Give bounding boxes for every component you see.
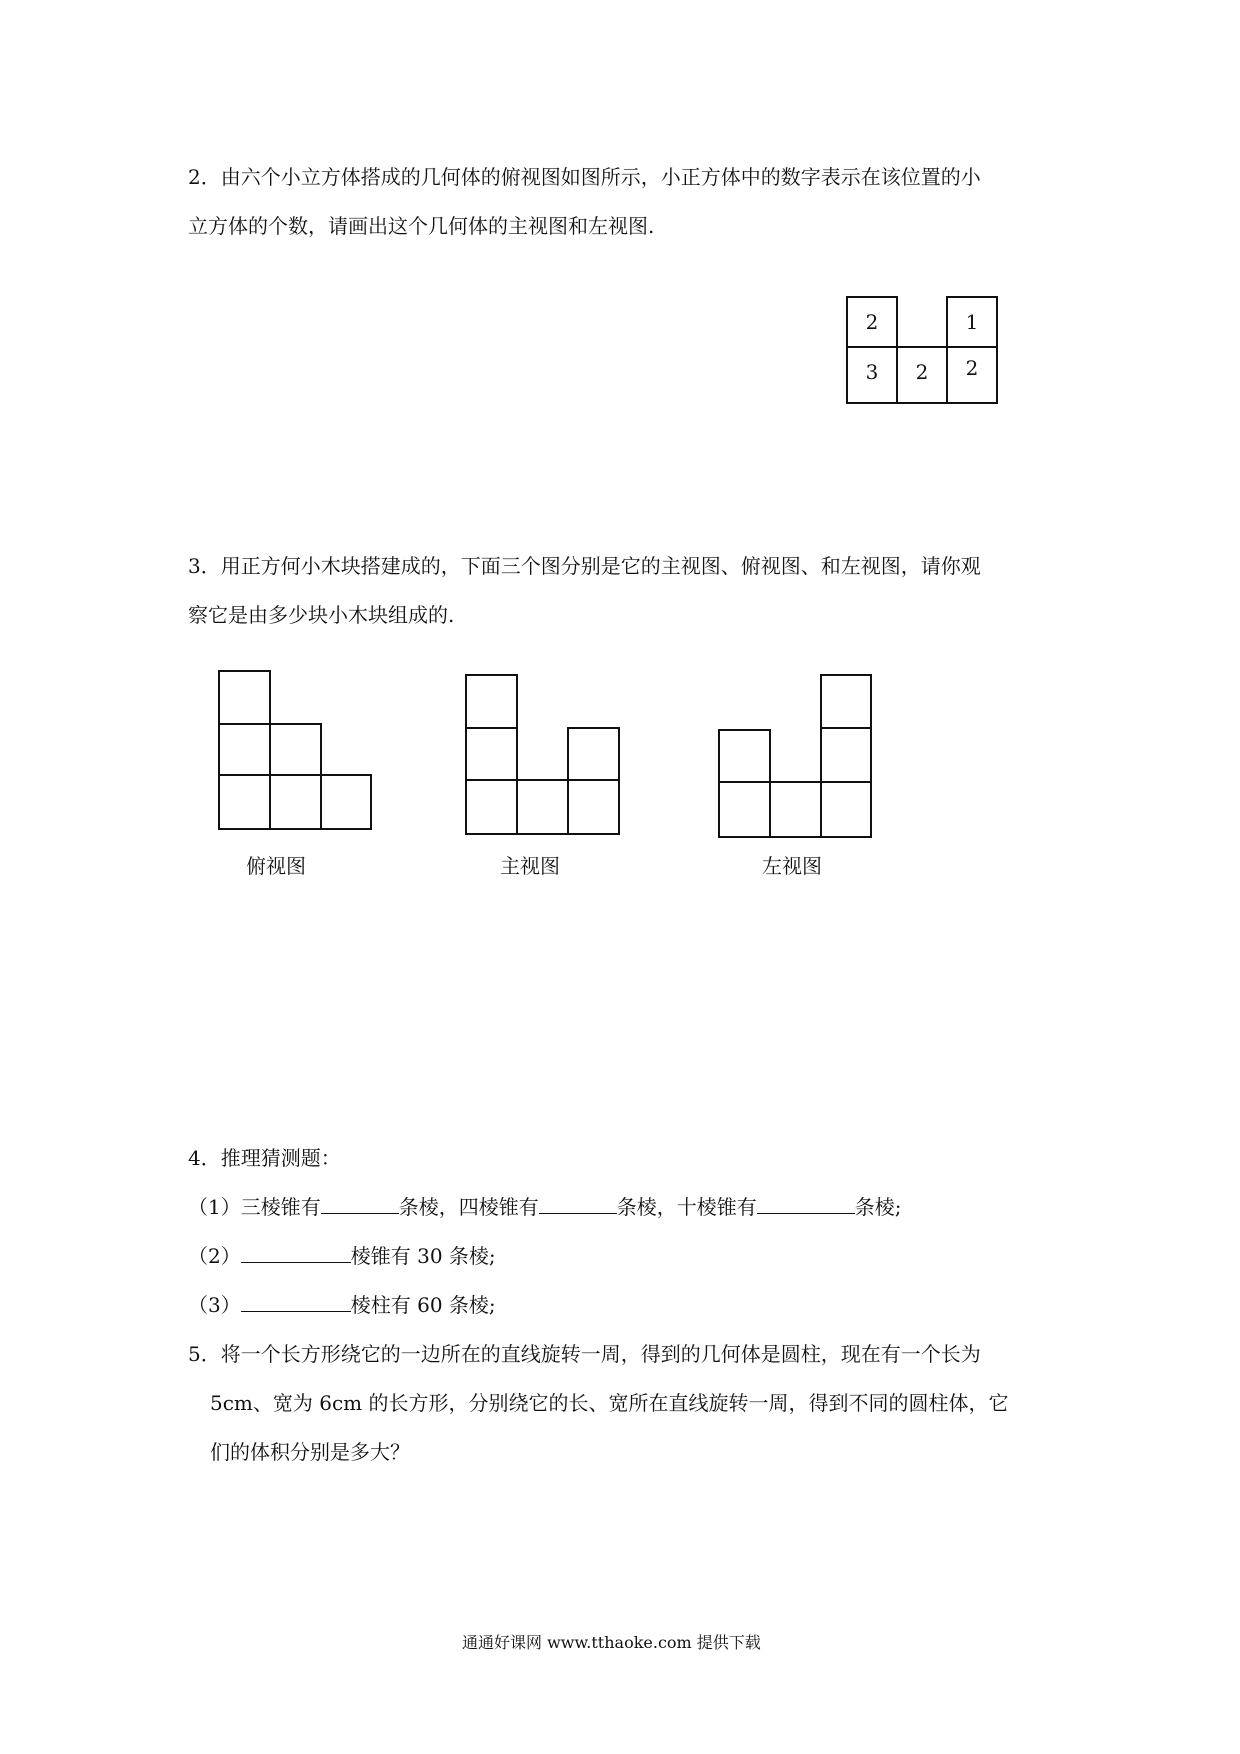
grid-cell-number: 3: [865, 360, 879, 384]
q5-text-line2: 5cm、宽为 6cm 的长方形，分别绕它的长、宽所在直线旋转一周，得到不同的圆柱体，它: [210, 1391, 1009, 1415]
block-square: [820, 781, 872, 838]
grid-cell-number: 2: [915, 360, 929, 384]
block-square: [218, 723, 271, 776]
block-square: [218, 774, 271, 830]
block-square: [465, 674, 518, 729]
q4-sub2-suffix: 棱锥有 30 条棱;: [350, 1244, 496, 1268]
q4-sub1-text-b: 条棱，四棱锥有: [398, 1195, 539, 1219]
q4-sub2: [188, 1242, 496, 1270]
grid-cell: [896, 346, 948, 404]
q4-sub1-text-a: （1）三棱锥有: [188, 1195, 321, 1219]
q2-text-line1: 2．由六个小立方体搭成的几何体的俯视图如图所示，小正方体中的数字表示在该位置的小: [188, 165, 981, 189]
q3-text-line2: 察它是由多少块小木块组成的.: [188, 603, 455, 627]
block-square: [718, 729, 771, 783]
q4-sub2-prefix: （2）: [188, 1244, 241, 1268]
q5-text-line3: 们的体积分别是多大？: [210, 1440, 410, 1464]
q4-sub1-text-d: 条棱;: [854, 1195, 902, 1219]
block-square: [320, 774, 372, 830]
q4-sub3-suffix: 棱柱有 60 条棱;: [350, 1293, 496, 1317]
block-square: [465, 727, 518, 781]
block-square: [516, 779, 569, 835]
caption-top-view: 俯视图: [246, 854, 306, 878]
q4-sub3: [188, 1291, 496, 1319]
q2-text-line2: 立方体的个数，请画出这个几何体的主视图和左视图.: [188, 214, 655, 238]
block-square: [769, 781, 822, 838]
block-square: [218, 670, 271, 725]
grid-cell: [946, 346, 998, 404]
block-square: [465, 779, 518, 835]
answer-blank[interactable]: [539, 1193, 617, 1214]
grid-cell: [946, 296, 998, 348]
block-square: [269, 723, 322, 776]
grid-cell-number: 2: [965, 356, 979, 380]
q4-sub3-prefix: （3）: [188, 1293, 241, 1317]
grid-cell: [846, 296, 898, 348]
grid-cell-number: 1: [965, 310, 979, 334]
block-square: [820, 727, 872, 783]
q3-text-line1: 3．用正方何小木块搭建成的，下面三个图分别是它的主视图、俯视图、和左视图，请你观: [188, 554, 981, 578]
grid-cell-number: 2: [865, 310, 879, 334]
answer-blank[interactable]: [241, 1242, 351, 1263]
answer-blank[interactable]: [757, 1193, 855, 1214]
answer-blank[interactable]: [321, 1193, 399, 1214]
page-footer: 通通好课网 www.tthaoke.com 提供下载: [462, 1633, 761, 1652]
grid-cell: [846, 346, 898, 404]
block-square: [718, 781, 771, 838]
block-square: [820, 674, 872, 729]
block-square: [567, 727, 620, 781]
answer-blank[interactable]: [241, 1291, 351, 1312]
q4-title: 4．推理猜测题：: [188, 1146, 341, 1170]
block-square: [567, 779, 620, 835]
block-square: [269, 774, 322, 830]
q4-sub1: [188, 1193, 901, 1221]
q5-text-line1: 5．将一个长方形绕它的一边所在的直线旋转一周，得到的几何体是圆柱，现在有一个长为: [188, 1342, 981, 1366]
q4-sub1-text-c: 条棱，十棱锥有: [616, 1195, 757, 1219]
caption-front-view: 主视图: [500, 854, 560, 878]
caption-left-view: 左视图: [762, 854, 822, 878]
